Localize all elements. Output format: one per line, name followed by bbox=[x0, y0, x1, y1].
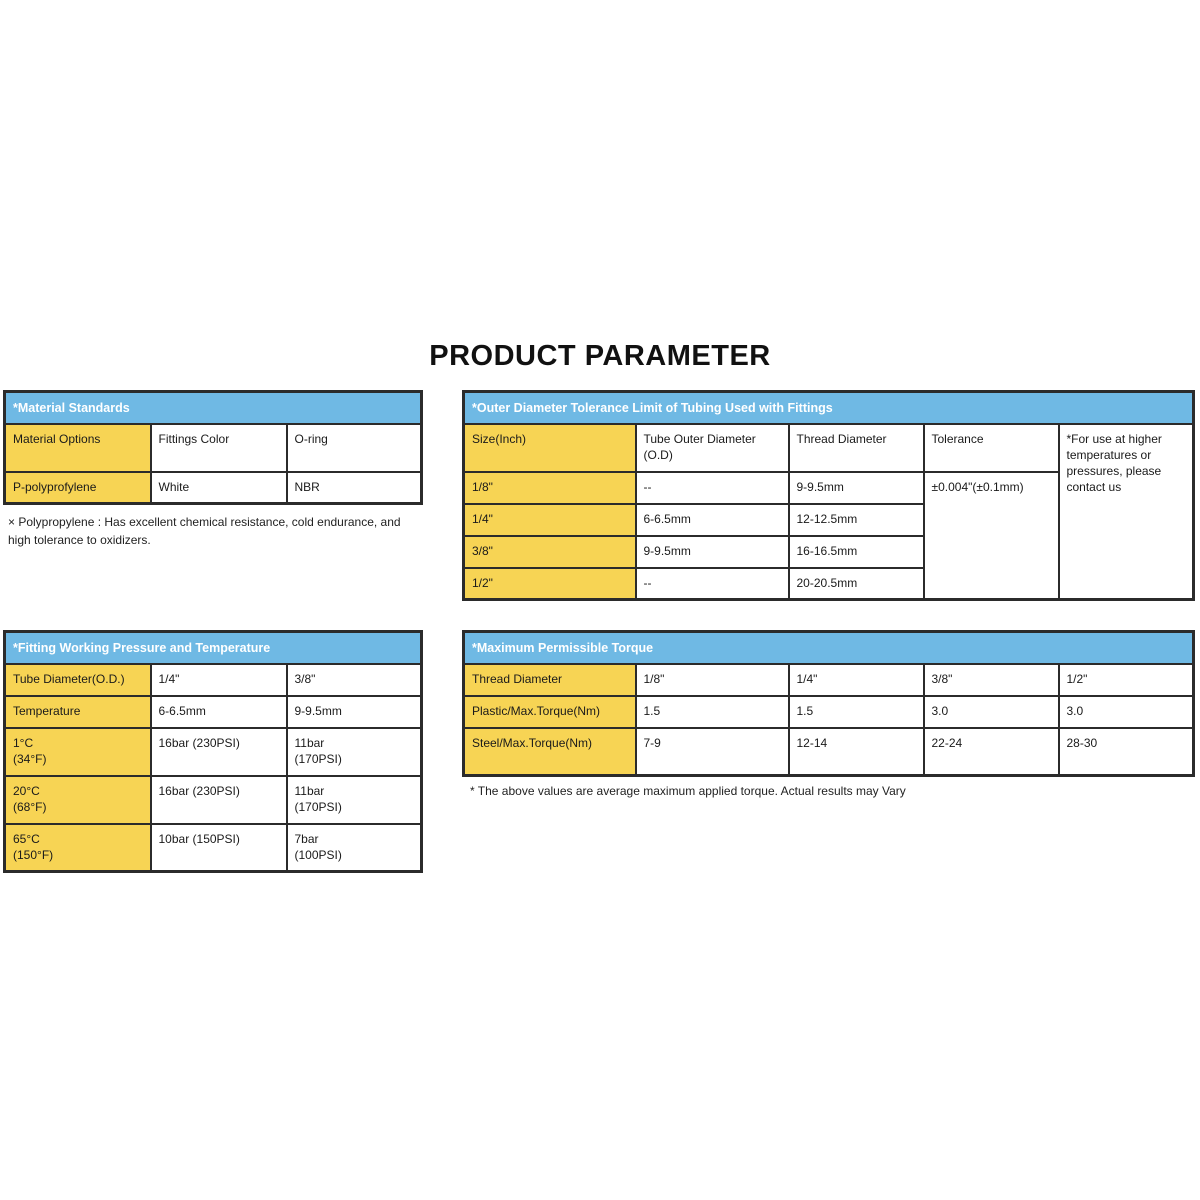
torque-cell: 12-14 bbox=[789, 728, 924, 776]
material-standards-header: *Material Standards bbox=[5, 392, 422, 424]
torque-cell: 28-30 bbox=[1059, 728, 1194, 776]
pressure-cell: 1°C (34°F) bbox=[5, 728, 151, 776]
torque-table bbox=[462, 630, 1195, 777]
pressure-cell: Temperature bbox=[5, 696, 151, 728]
tolerance-header: *Outer Diameter Tolerance Limit of Tubing Used with Fittings bbox=[464, 392, 1194, 424]
pressure-cell: 1/4" bbox=[151, 664, 287, 696]
tolerance-size-cell: 1/4" bbox=[464, 504, 636, 536]
tolerance-od-cell: -- bbox=[636, 472, 789, 504]
material-cell: Material Options bbox=[5, 424, 151, 472]
torque-cell: Steel/Max.Torque(Nm) bbox=[464, 728, 636, 776]
page-title: PRODUCT PARAMETER bbox=[429, 340, 771, 372]
torque-cell: Plastic/Max.Torque(Nm) bbox=[464, 696, 636, 728]
material-note: × Polypropylene : Has excellent chemical resistance, cold endurance, and high tolerance to oxidizers. bbox=[8, 515, 401, 547]
torque-cell: 3/8" bbox=[924, 664, 1059, 696]
torque-cell: 1/2" bbox=[1059, 664, 1194, 696]
tolerance-size-cell: 1/2" bbox=[464, 568, 636, 600]
tolerance-od-cell: 9-9.5mm bbox=[636, 536, 789, 568]
torque-cell: 1.5 bbox=[789, 696, 924, 728]
torque-cell: 3.0 bbox=[1059, 696, 1194, 728]
torque-cell: Thread Diameter bbox=[464, 664, 636, 696]
pressure-cell: 11bar (170PSI) bbox=[287, 728, 422, 776]
tolerance-size-cell: 1/8" bbox=[464, 472, 636, 504]
tolerance-col-od: Tube Outer Diameter (O.D) bbox=[636, 424, 789, 472]
pressure-cell: Tube Diameter(O.D.) bbox=[5, 664, 151, 696]
tolerance-col-tolerance: Tolerance bbox=[924, 424, 1059, 472]
torque-cell: 7-9 bbox=[636, 728, 789, 776]
tolerance-thread-cell: 12-12.5mm bbox=[789, 504, 924, 536]
torque-panel bbox=[462, 630, 1195, 777]
tolerance-table bbox=[462, 390, 1195, 601]
pressure-table bbox=[3, 630, 423, 873]
material-standards-table bbox=[3, 390, 423, 505]
pressure-cell: 16bar (230PSI) bbox=[151, 728, 287, 776]
torque-header: *Maximum Permissible Torque bbox=[464, 632, 1194, 664]
material-cell: Fittings Color bbox=[151, 424, 287, 472]
pressure-cell: 7bar (100PSI) bbox=[287, 824, 422, 872]
tolerance-side-note: *For use at higher temperatures or pressures, please contact us bbox=[1059, 424, 1194, 600]
material-standards-panel bbox=[3, 390, 423, 505]
pressure-cell: 6-6.5mm bbox=[151, 696, 287, 728]
pressure-cell: 10bar (150PSI) bbox=[151, 824, 287, 872]
pressure-panel bbox=[3, 630, 423, 873]
tolerance-value-cell: ±0.004"(±0.1mm) bbox=[924, 472, 1059, 600]
torque-cell: 1/8" bbox=[636, 664, 789, 696]
tolerance-od-cell: 6-6.5mm bbox=[636, 504, 789, 536]
torque-cell: 3.0 bbox=[924, 696, 1059, 728]
pressure-cell: 65°C (150°F) bbox=[5, 824, 151, 872]
tolerance-od-cell: -- bbox=[636, 568, 789, 600]
tolerance-size-cell: 3/8" bbox=[464, 536, 636, 568]
material-cell: O-ring bbox=[287, 424, 422, 472]
torque-cell: 1/4" bbox=[789, 664, 924, 696]
pressure-header: *Fitting Working Pressure and Temperature bbox=[5, 632, 422, 664]
material-cell: P-polyprofylene bbox=[5, 472, 151, 504]
tolerance-col-size: Size(Inch) bbox=[464, 424, 636, 472]
pressure-cell: 16bar (230PSI) bbox=[151, 776, 287, 824]
pressure-cell: 20°C (68°F) bbox=[5, 776, 151, 824]
torque-note: * The above values are average maximum applied torque. Actual results may Vary bbox=[470, 784, 906, 798]
tolerance-thread-cell: 9-9.5mm bbox=[789, 472, 924, 504]
tolerance-thread-cell: 20-20.5mm bbox=[789, 568, 924, 600]
tolerance-thread-cell: 16-16.5mm bbox=[789, 536, 924, 568]
material-cell: White bbox=[151, 472, 287, 504]
tolerance-col-thread: Thread Diameter bbox=[789, 424, 924, 472]
pressure-cell: 11bar (170PSI) bbox=[287, 776, 422, 824]
pressure-cell: 3/8" bbox=[287, 664, 422, 696]
material-cell: NBR bbox=[287, 472, 422, 504]
pressure-cell: 9-9.5mm bbox=[287, 696, 422, 728]
torque-cell: 1.5 bbox=[636, 696, 789, 728]
tolerance-panel bbox=[462, 390, 1195, 601]
torque-cell: 22-24 bbox=[924, 728, 1059, 776]
